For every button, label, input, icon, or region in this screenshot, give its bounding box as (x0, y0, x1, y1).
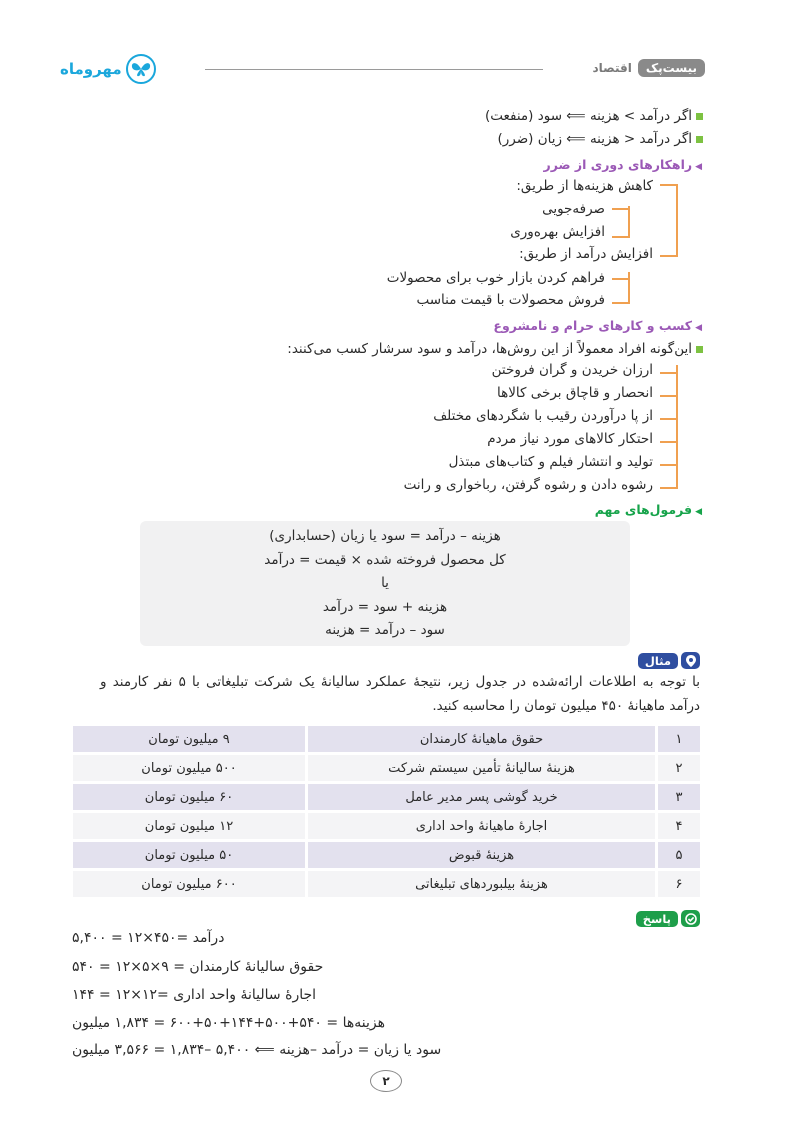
table-row (70, 726, 700, 752)
triangle-bullet-icon: ◀ (695, 323, 702, 333)
bracket-tick (660, 487, 678, 489)
section-title-avoid-loss: ◀راهکارهای دوری از ضرر (543, 157, 702, 172)
formula-line: کل محصول فروخته شده × قیمت = درآمد (264, 551, 506, 568)
example-badge (638, 652, 700, 669)
row-value: ۵۰ میلیون تومان (70, 842, 305, 868)
butterfly-logo-icon (126, 54, 156, 84)
example-question: با توجه به اطلاعات ارائه‌شده در جدول زیر، نتیجهٔ عملکرد سالیانهٔ یک شرکت تبلیغاتی با ۵ نفر کارمند و درآمد ماهیانهٔ ۴۵۰ میلیون تومان را محاسبه کنید. (100, 674, 700, 714)
row-value: ۶۰۰ میلیون تومان (70, 871, 305, 897)
rule-loss (497, 131, 703, 147)
formula-line: یا (381, 575, 389, 591)
bracket-tick (612, 236, 630, 238)
row-item: خرید گوشی پسر مدیر عامل (305, 784, 655, 810)
list-item: ارزان خریدن و گران فروختن (491, 362, 653, 378)
row-number: ۳ (655, 784, 700, 810)
list-item: افزایش بهره‌وری (510, 224, 605, 240)
bracket-tick (612, 278, 630, 280)
group-label: افزایش درآمد از طریق: (519, 246, 653, 262)
row-item: حقوق ماهیانهٔ کارمندان (305, 726, 655, 752)
list-item: انحصار و قاچاق برخی کالاها (496, 385, 653, 401)
section-title-formulas: ◀فرمول‌های مهم (594, 502, 702, 517)
list-item: فراهم کردن بازار خوب برای محصولات (386, 270, 605, 286)
group-label: کاهش هزینه‌ها از طریق: (516, 178, 653, 194)
section-title-illegal-business: ◀کسب و کارهای حرام و نامشروع (493, 318, 702, 333)
series-label (593, 59, 705, 77)
bracket-tick (660, 184, 678, 186)
table-row (70, 842, 700, 868)
calc-line-costs: هزینه‌ها = ۵۴۰+۵۰۰+۱۴۴+۵۰+۶۰۰ = ۱,۸۳۴ میلیون (72, 1015, 385, 1031)
calc-line-salaries: حقوق سالیانهٔ کارمندان = ۹×۵×۱۲ = ۵۴۰ (72, 959, 324, 975)
triangle-bullet-icon: ◀ (695, 507, 702, 517)
row-number: ۴ (655, 813, 700, 839)
list-item: فروش محصولات با قیمت مناسب (416, 292, 605, 308)
bracket-line (628, 272, 630, 304)
rule-text: اگر درآمد < هزینه ⟸ زیان (ضرر) (497, 131, 692, 147)
illegal-intro: این‌گونه افراد معمولاً از این روش‌ها، درآمد و سود سرشار کسب می‌کنند: (287, 341, 703, 357)
row-number: ۱ (655, 726, 700, 752)
bracket-tick (660, 464, 678, 466)
subject-title: اقتصاد (592, 61, 632, 75)
bullet-icon (696, 136, 703, 143)
row-item: هزینهٔ بیلبوردهای تبلیغاتی (305, 871, 655, 897)
triangle-bullet-icon: ◀ (695, 162, 702, 172)
page-number: ۲ (370, 1070, 402, 1092)
calc-line-rent: اجارهٔ سالیانهٔ واحد اداری =۱۲×۱۲ = ۱۴۴ (72, 987, 317, 1003)
example-label: مثال (638, 653, 678, 669)
bullet-icon (696, 113, 703, 120)
answer-label: پاسخ (636, 911, 678, 927)
list-item: رشوه دادن و رشوه گرفتن، رباخواری و رانت (403, 477, 653, 493)
expenses-table (70, 723, 700, 900)
formula-line: هزینه + سود = درآمد (322, 598, 448, 615)
row-value: ۵۰۰ میلیون تومان (70, 755, 305, 781)
bracket-line (628, 206, 630, 238)
table-row (70, 755, 700, 781)
row-number: ۲ (655, 755, 700, 781)
row-value: ۹ میلیون تومان (70, 726, 305, 752)
brand-name: مهروماه (60, 60, 122, 78)
row-value: ۱۲ میلیون تومان (70, 813, 305, 839)
row-number: ۵ (655, 842, 700, 868)
series-badge: بیست‌پک (638, 59, 705, 77)
row-item: اجارهٔ ماهیانهٔ واحد اداری (305, 813, 655, 839)
bracket-tick (660, 372, 678, 374)
bracket-tick (660, 418, 678, 420)
list-item: احتکار کالاهای مورد نیاز مردم (487, 431, 653, 447)
row-item: هزینهٔ قبوض (305, 842, 655, 868)
rule-profit (485, 108, 703, 124)
calc-line-profit: سود یا زیان = درآمد –هزینه ⟸ ۵,۴۰۰ –۱,۸۳۴ = ۳,۵۶۶ میلیون (72, 1042, 442, 1058)
list-item: صرفه‌جویی (542, 201, 605, 217)
location-pin-icon (681, 652, 700, 669)
bracket-tick (612, 208, 630, 210)
table-row (70, 871, 700, 897)
bracket-tick (612, 302, 630, 304)
formula-line: سود – درآمد = هزینه (325, 622, 445, 638)
list-item: از پا درآوردن رقیب با شگردهای مختلف (433, 408, 653, 424)
check-circle-icon (681, 910, 700, 927)
row-number: ۶ (655, 871, 700, 897)
row-item: هزینهٔ سالیانهٔ تأمین سیستم شرکت (305, 755, 655, 781)
formula-line: هزینه – درآمد = سود یا زیان (حسابداری) (269, 528, 501, 544)
bullet-icon (696, 346, 703, 353)
table-row (70, 784, 700, 810)
bracket-line (676, 184, 678, 256)
rule-text: اگر درآمد > هزینه ⟸ سود (منفعت) (484, 108, 692, 124)
bracket-line (676, 365, 678, 489)
brand (60, 54, 156, 84)
list-item: تولید و انتشار فیلم و کتاب‌های مبتذل (448, 454, 653, 470)
bracket-tick (660, 441, 678, 443)
calc-line-revenue: درآمد =۴۵۰×۱۲ = ۵,۴۰۰ (72, 930, 225, 946)
table-row (70, 813, 700, 839)
bracket-tick (660, 255, 678, 257)
answer-badge (636, 910, 700, 927)
page-header (60, 52, 705, 86)
row-value: ۶۰ میلیون تومان (70, 784, 305, 810)
bracket-tick (660, 395, 678, 397)
header-divider (205, 69, 543, 70)
formula-box (140, 521, 630, 646)
